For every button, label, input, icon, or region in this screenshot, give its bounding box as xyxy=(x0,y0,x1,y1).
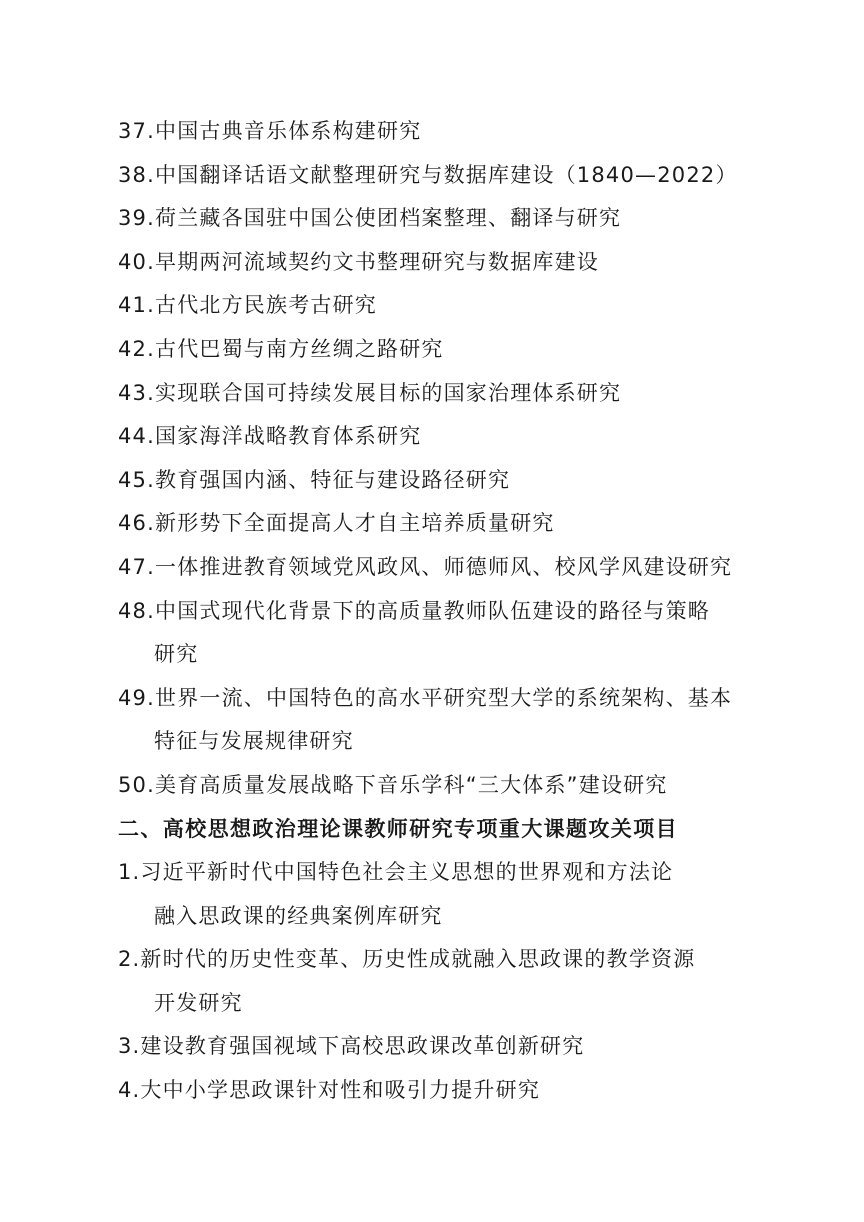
list-item-40: 40.早期两河流域契约文书整理研究与数据库建设 xyxy=(118,249,599,274)
section-heading: 二、高校思想政治理论课教师研究专项重大课题攻关项目 xyxy=(118,816,678,841)
list-item-45: 45.教育强国内涵、特征与建设路径研究 xyxy=(118,467,511,492)
list-item-37: 37.中国古典音乐体系构建研究 xyxy=(118,119,422,143)
list-item-b1-continuation: 融入思政课的经典案例库研究 xyxy=(154,903,443,928)
list-item-43: 43.实现联合国可持续发展目标的国家治理体系研究 xyxy=(118,380,622,405)
list-item-49: 49.世界一流、中国特色的高水平研究型大学的系统架构、基本 xyxy=(118,685,733,710)
list-item-49-continuation: 特征与发展规律研究 xyxy=(154,729,354,754)
list-item-42: 42.古代巴蜀与南方丝绸之路研究 xyxy=(118,336,444,361)
list-item-b3: 3.建设教育强国视域下高校思政课改革创新研究 xyxy=(118,1034,585,1059)
project-list xyxy=(118,110,758,1113)
list-item-b2: 2.新时代的历史性变革、历史性成就融入思政课的教学资源 xyxy=(118,947,696,972)
list-item-44: 44.国家海洋战略教育体系研究 xyxy=(118,424,422,449)
list-item-48: 48.中国式现代化背景下的高质量教师队伍建设的路径与策略 xyxy=(118,598,710,623)
list-item-b2-continuation: 开发研究 xyxy=(154,990,243,1015)
list-item-38: 38.中国翻译话语文献整理研究与数据库建设（1840—2022） xyxy=(118,162,738,187)
list-item-46: 46.新形势下全面提高人才自主培养质量研究 xyxy=(118,511,555,536)
list-item-47: 47.一体推进教育领域党风政风、师德师风、校风学风建设研究 xyxy=(118,554,733,579)
list-item-50: 50.美育高质量发展战略下音乐学科“三大体系”建设研究 xyxy=(118,772,668,797)
list-item-b4: 4.大中小学思政课针对性和吸引力提升研究 xyxy=(118,1078,541,1103)
list-item-b1: 1.习近平新时代中国特色社会主义思想的世界观和方法论 xyxy=(118,860,674,885)
list-item-39: 39.荷兰藏各国驻中国公使团档案整理、翻译与研究 xyxy=(118,206,622,231)
list-item-48-continuation: 研究 xyxy=(154,642,199,667)
list-item-41: 41.古代北方民族考古研究 xyxy=(118,293,377,318)
